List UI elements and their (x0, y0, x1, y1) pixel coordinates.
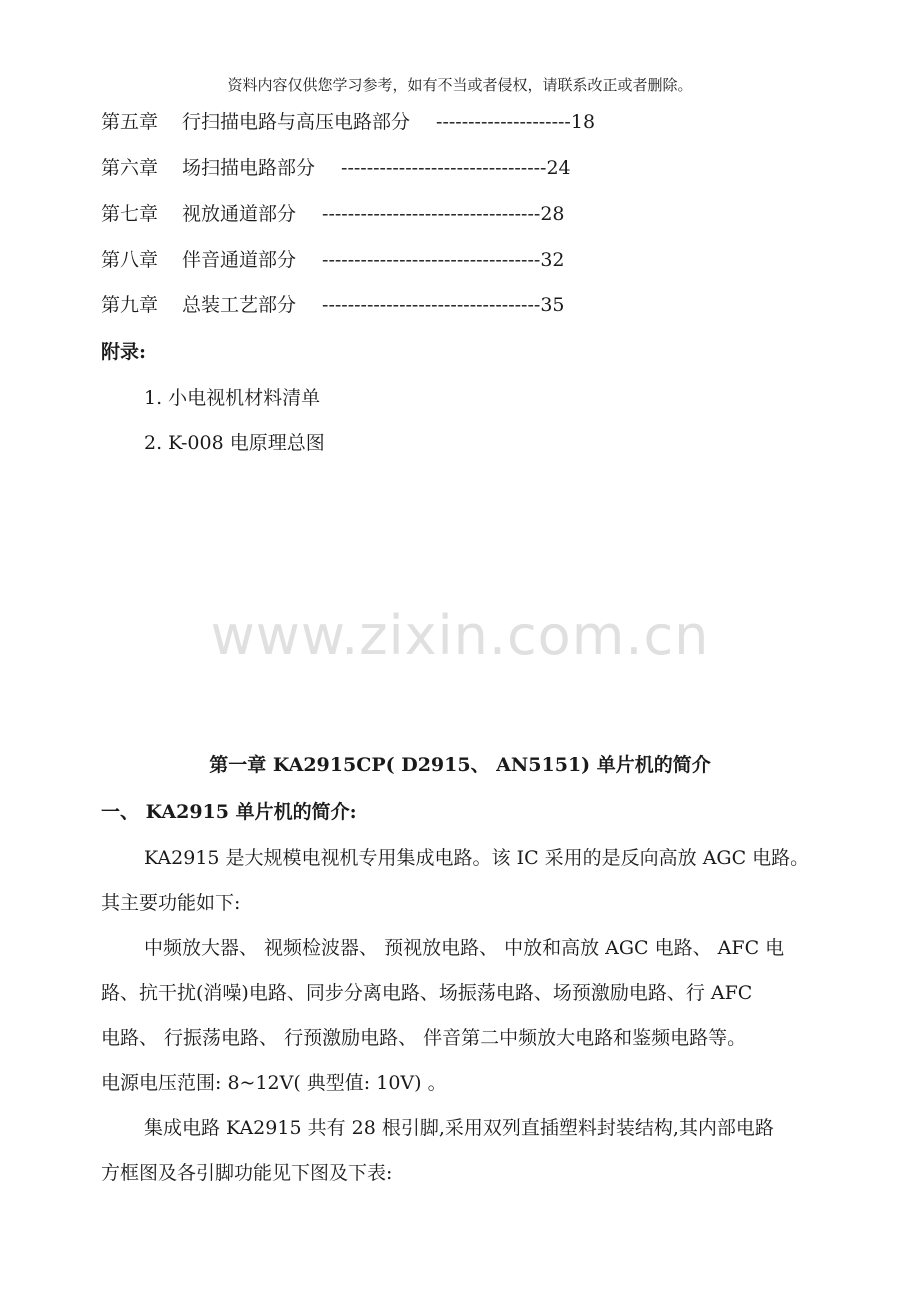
paragraph-line: 电路、 行振荡电路、 行预激励电路、 伴音第二中频放大电路和鉴频电路等。 (101, 1027, 747, 1049)
watermark: www.zixin.com.cn (210, 604, 710, 667)
appendix-item: 1. 小电视机材料清单 (144, 387, 321, 409)
section-heading: 一、 KA2915 单片机的简介: (101, 801, 357, 823)
toc-entry (101, 107, 595, 134)
paragraph-line: 其主要功能如下: (101, 892, 241, 914)
toc-page: 32 (540, 249, 565, 271)
paragraph-line: 集成电路 KA2915 共有 28 根引脚,采用双列直插塑料封装结构,其内部电路 (144, 1117, 774, 1139)
toc-entry (101, 290, 565, 317)
toc-leader: ---------------------------------- (322, 294, 541, 316)
chapter-heading: 第一章 KA2915CP( D2915、 AN5151) 单片机的简介 (209, 754, 711, 776)
toc-entry (101, 199, 565, 226)
toc-title: 视放通道部分 (182, 203, 297, 225)
paragraph-line: 路、抗干扰(消噪)电路、同步分离电路、场振荡电路、场预激励电路、行 AFC (101, 982, 753, 1004)
toc-entry (101, 153, 571, 180)
toc-title: 行扫描电路与高压电路部分 (182, 111, 411, 133)
toc-chapter: 第九章 (101, 294, 159, 316)
toc-page: 35 (540, 294, 565, 316)
paragraph-line: 中频放大器、 视频检波器、 预视放电路、 中放和高放 AGC 电路、 AFC 电 (144, 937, 785, 959)
toc-leader: -------------------------------- (341, 157, 547, 179)
toc-chapter: 第六章 (101, 157, 159, 179)
toc-chapter: 第七章 (101, 203, 159, 225)
appendix-heading: 附录: (101, 341, 147, 363)
toc-title: 总装工艺部分 (182, 294, 297, 316)
appendix-item: 2. K-008 电原理总图 (144, 432, 325, 454)
toc-leader: ---------------------------------- (322, 203, 541, 225)
toc-leader: --------------------- (436, 111, 571, 133)
toc-leader: ---------------------------------- (322, 249, 541, 271)
toc-entry (101, 245, 565, 272)
paragraph-line: KA2915 是大规模电视机专用集成电路。该 IC 采用的是反向高放 AGC 电路。 (144, 847, 810, 869)
toc-chapter: 第八章 (101, 249, 159, 271)
paragraph-line: 电源电压范围: 8~12V( 典型值: 10V) 。 (101, 1072, 447, 1094)
header-disclaimer: 资料内容仅供您学习参考，如有不当或者侵权，请联系改正或者删除。 (227, 76, 693, 94)
toc-page: 18 (570, 111, 596, 133)
paragraph-line: 方框图及各引脚功能见下图及下表: (101, 1162, 393, 1184)
toc-page: 24 (546, 157, 571, 179)
toc-title: 场扫描电路部分 (182, 157, 316, 179)
toc-chapter: 第五章 (101, 111, 159, 133)
toc-page: 28 (540, 203, 565, 225)
toc-title: 伴音通道部分 (182, 249, 297, 271)
